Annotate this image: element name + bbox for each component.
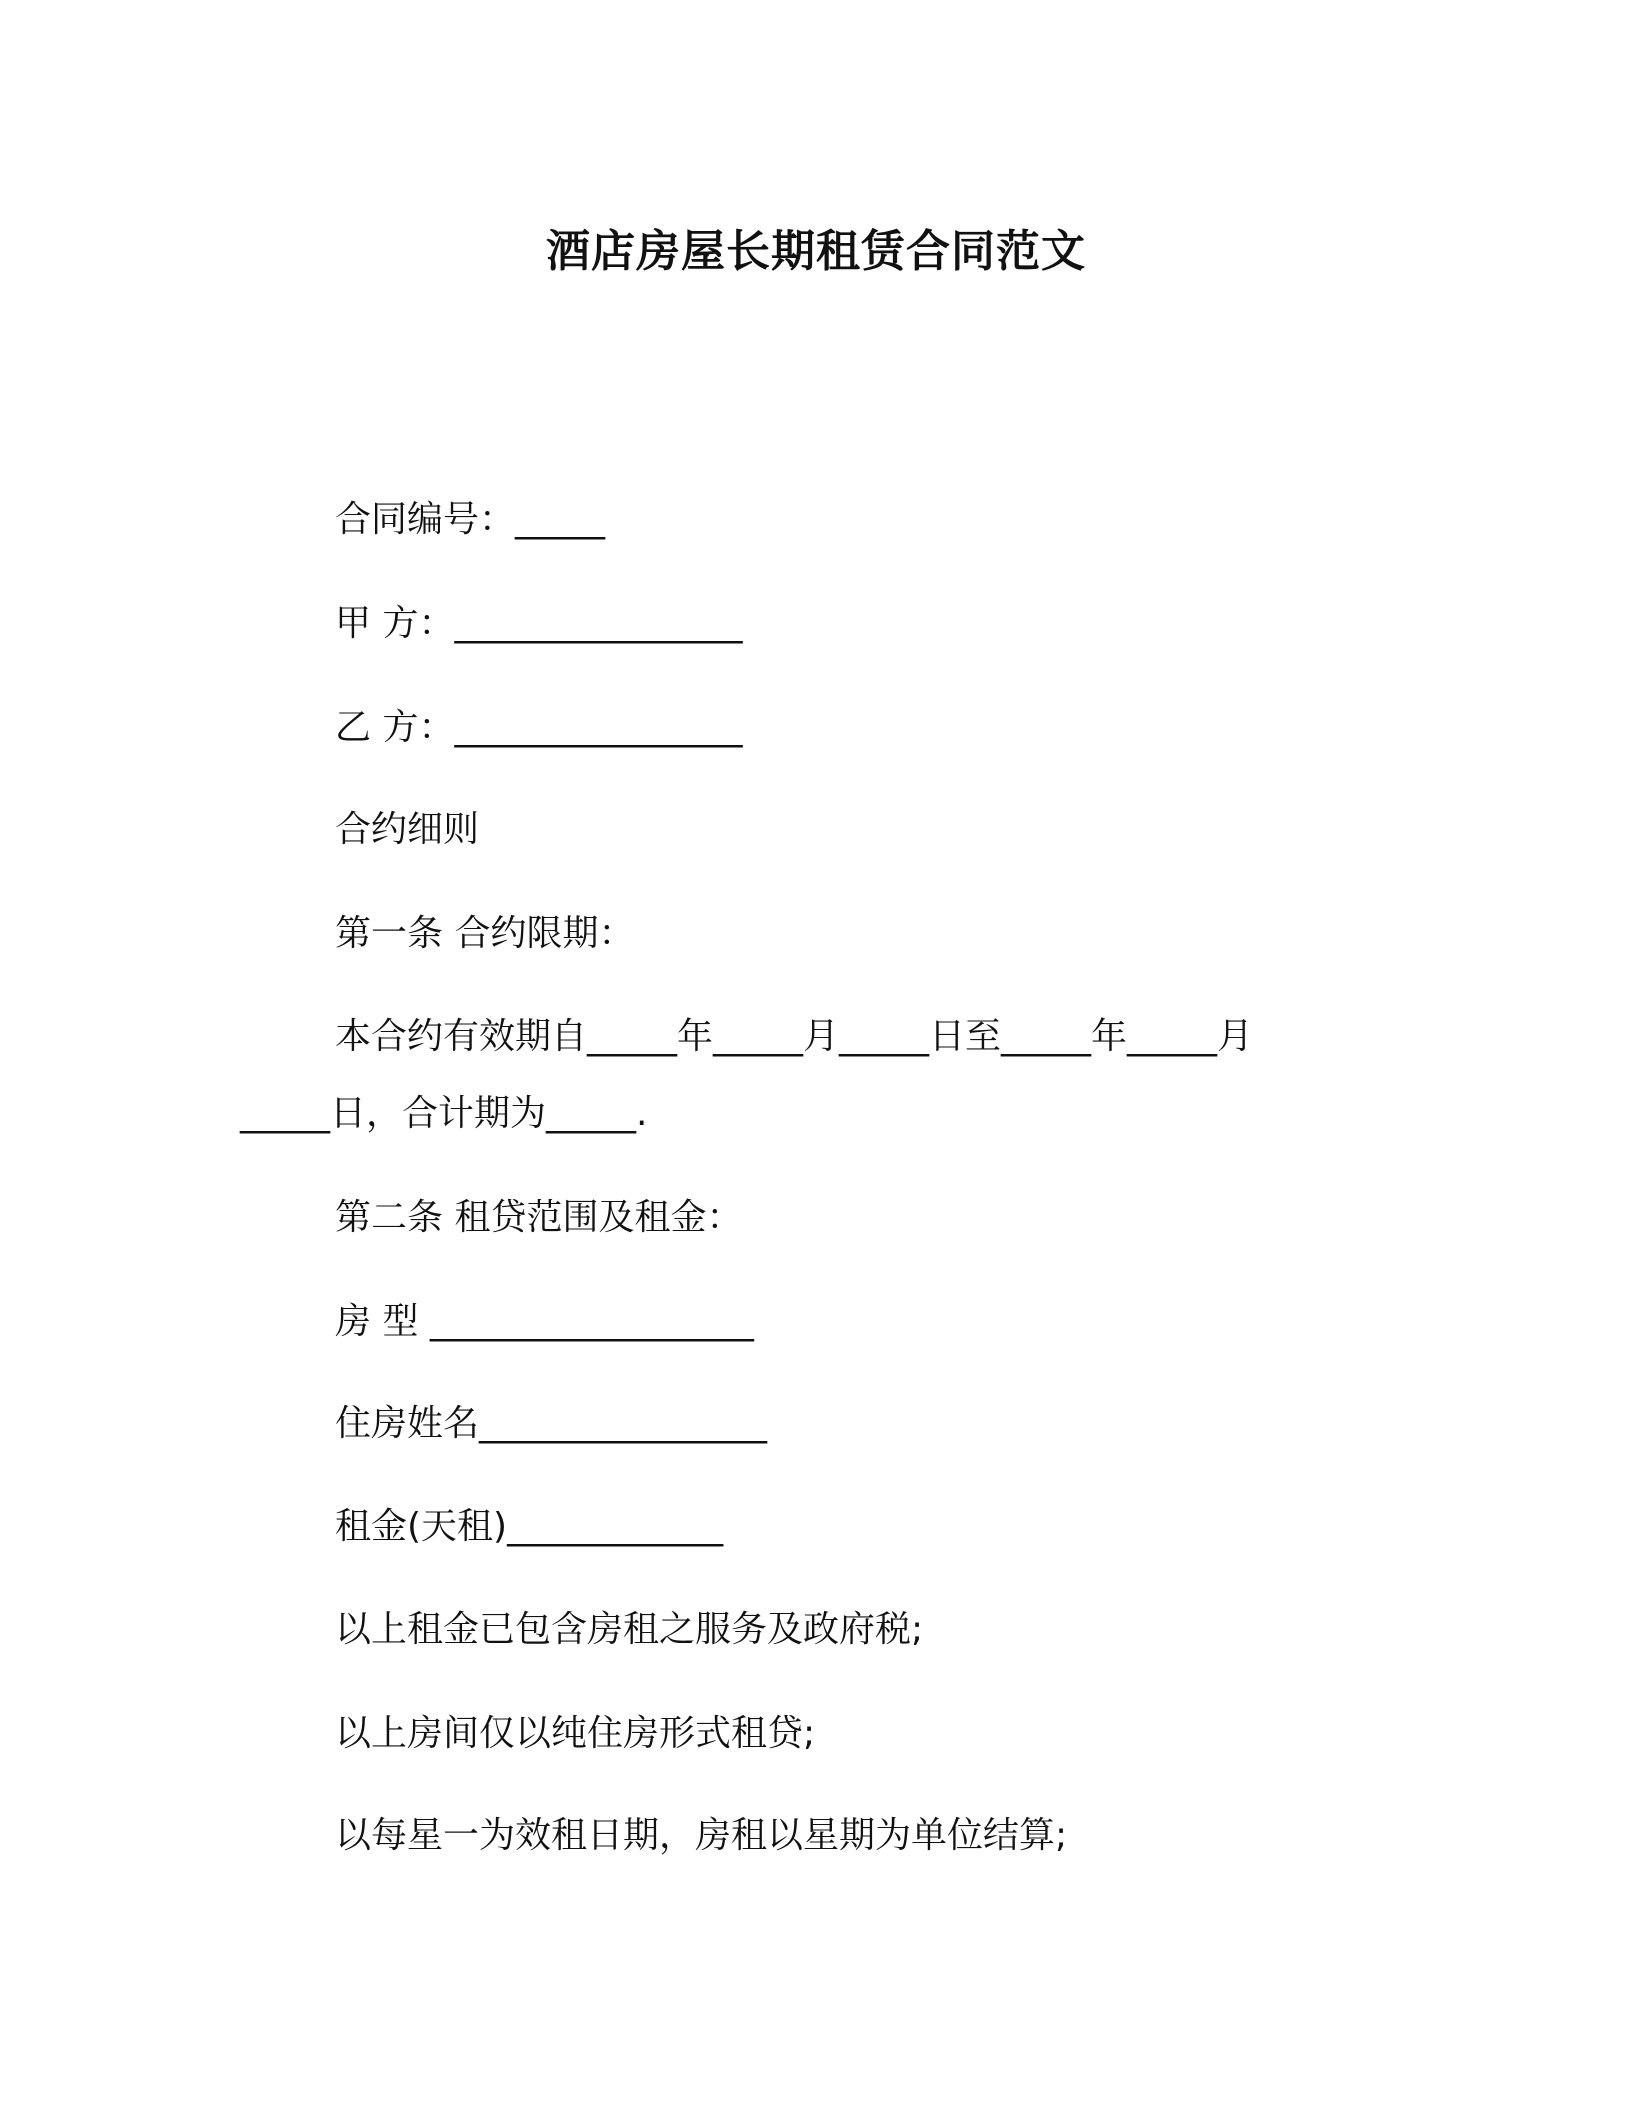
party-a-line: 甲 方：________________ — [335, 603, 743, 644]
rent-line: 租金(天租)____________ — [335, 1506, 724, 1547]
residential-only-line: 以上房间仅以纯住房形式租贷; — [335, 1713, 816, 1754]
document-title: 酒店房屋长期租赁合同范文 — [546, 226, 1086, 277]
validity-period-line-cont: _____日，合计期为_____. — [240, 1093, 648, 1134]
room-type-line: 房 型 __________________ — [335, 1301, 754, 1342]
settlement-line: 以每星一为效租日期，房租以星期为单位结算; — [335, 1815, 1068, 1856]
contract-number-line: 合同编号：_____ — [335, 499, 606, 540]
validity-period-line: 本合约有效期自_____年_____月_____日至_____年_____月 — [335, 1016, 1254, 1057]
party-b-line: 乙 方：________________ — [335, 707, 743, 748]
article-two-heading: 第二条 租贷范围及租金： — [335, 1197, 743, 1238]
section-heading-details: 合约细则 — [335, 809, 480, 850]
occupant-name-line: 住房姓名________________ — [335, 1403, 768, 1444]
article-one-heading: 第一条 合约限期： — [335, 913, 635, 954]
rent-includes-line: 以上租金已包含房租之服务及政府税; — [335, 1609, 924, 1650]
